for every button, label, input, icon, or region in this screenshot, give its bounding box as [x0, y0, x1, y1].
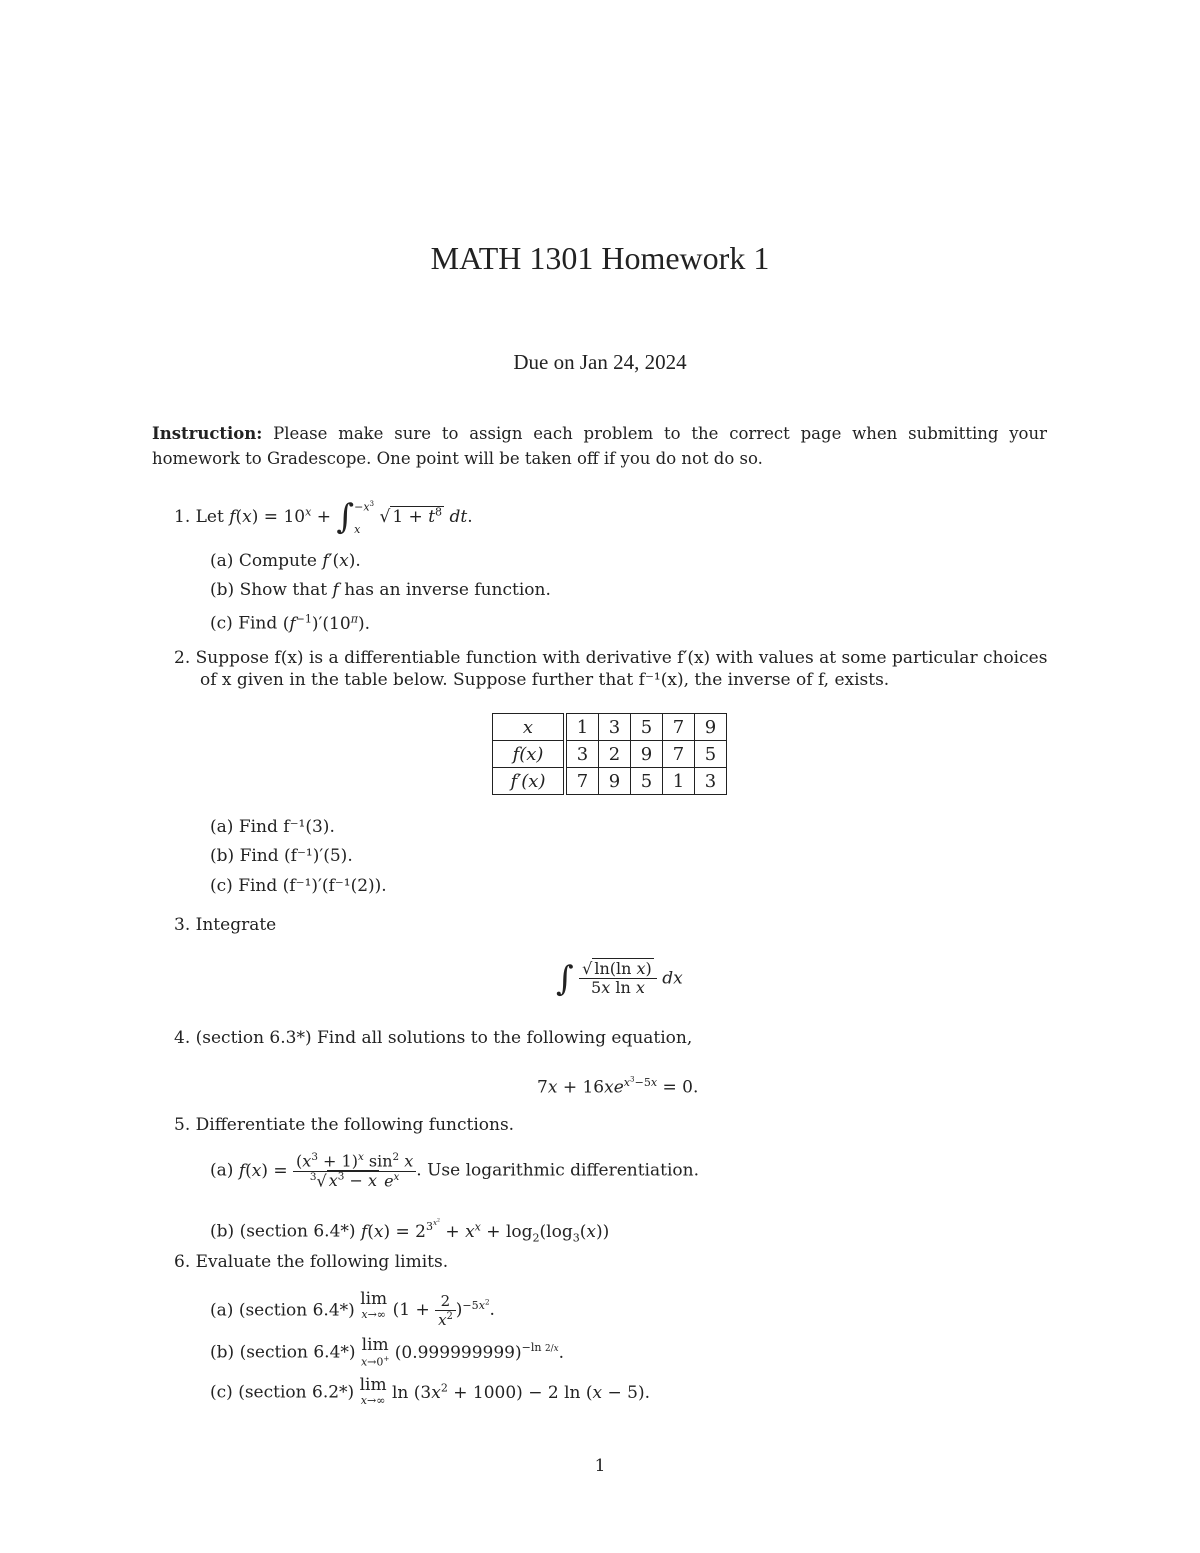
problem-5a-label: (a): [210, 1160, 234, 1181]
page-title: MATH 1301 Homework 1: [430, 240, 770, 276]
problem-5a: [210, 1152, 699, 1190]
problem-5b-math: $f(x) = 2^{3^{x^2}} + x^x + \log_2(\log_3(x))$: [360, 1218, 610, 1245]
problem-4-number: 4.: [174, 1028, 191, 1048]
problem-6b-section: (section 6.4*): [239, 1342, 356, 1363]
problem-1a-text: Compute: [238, 551, 317, 571]
problem-5b: [210, 1211, 609, 1249]
table-cell: 7: [565, 768, 599, 795]
table-row: [493, 741, 727, 768]
problem-1a-label: (a): [210, 551, 234, 571]
problem-3: [174, 914, 276, 936]
problem-6b-label: (b): [210, 1342, 235, 1363]
table-row: [493, 714, 727, 741]
problem-2a-text: Find f⁻¹(3).: [238, 817, 335, 837]
due-date: Due on Jan 24, 2024: [513, 350, 687, 374]
problem-5-number: 5.: [174, 1115, 191, 1135]
problem-1b: [210, 579, 551, 601]
problem-2c-text: Find (f⁻¹)′(f⁻¹(2)).: [238, 876, 387, 896]
problem-2b: [210, 845, 353, 867]
table-row: [493, 768, 727, 795]
problem-6b-math: lim x→0+ $(0.999999999)^{-ln 2/x}$.: [360, 1335, 564, 1369]
problem-6c-math: lim x→∞ $\ln (3x^2 + 1000) - 2$ ln (x − 5).: [359, 1375, 651, 1407]
problem-1b-math: f: [332, 580, 339, 600]
problem-2c: [210, 875, 387, 897]
problem-3-text: Integrate: [195, 915, 277, 935]
problem-6a-math: lim x→∞ (1 + $\frac{2}{x^2}$ )$^{-5x^2}$.: [360, 1289, 495, 1329]
problem-1b-text: Show that: [239, 580, 328, 600]
problem-5b-section: (section 6.4*): [239, 1221, 356, 1242]
table-cell: 5: [695, 741, 727, 768]
values-table: [492, 713, 727, 795]
problem-6a: [210, 1291, 495, 1329]
instruction-label: Instruction:: [152, 424, 263, 443]
table-row-header: f(x): [493, 741, 566, 768]
problem-2b-label: (b): [210, 846, 235, 866]
problem-1b-label: (b): [210, 580, 235, 600]
problem-2c-label: (c): [210, 876, 233, 896]
table-cell: 7: [663, 741, 695, 768]
table-cell: 9: [599, 768, 631, 795]
problem-2a-label: (a): [210, 817, 234, 837]
problem-5: [174, 1114, 514, 1136]
problem-6c: [210, 1377, 650, 1406]
problem-6: [174, 1251, 448, 1273]
page-number: 1: [594, 1456, 606, 1476]
table-cell: 2: [599, 741, 631, 768]
problem-1: [174, 497, 473, 538]
problem-6a-label: (a): [210, 1300, 234, 1321]
table-row-header: f′(x): [493, 768, 566, 795]
problem-1-number: 1.: [174, 506, 191, 527]
problem-2-number: 2.: [174, 648, 191, 668]
problem-3-number: 3.: [174, 915, 191, 935]
table-cell: 3: [695, 768, 727, 795]
problem-6c-label: (c): [210, 1382, 233, 1403]
problem-4: [174, 1027, 692, 1049]
instruction-text: Please make sure to assign each problem to the correct page when submitting your homework to Gradescope. One point will be taken off if you do not do so.: [152, 424, 1047, 468]
problem-2a: [210, 816, 335, 838]
table-cell: 7: [663, 714, 695, 741]
problem-3-integral: ∫ $\frac{\text{√ ln(ln x)}}{\text{5x ln x}}$ dx: [556, 958, 683, 999]
table-cell: 3: [599, 714, 631, 741]
problem-5b-label: (b): [210, 1221, 235, 1242]
problem-6a-section: (section 6.4*): [238, 1300, 355, 1321]
table-cell: 9: [695, 714, 727, 741]
table-cell: 9: [631, 741, 663, 768]
table-cell: 5: [631, 714, 663, 741]
problem-1c: [210, 608, 370, 635]
problem-4-equation: $7x + 16xe^{x^3-5x} = 0$.: [537, 1074, 699, 1098]
table-row-header: x: [493, 714, 566, 741]
instruction-paragraph: [152, 421, 1047, 471]
problem-6-number: 6.: [174, 1252, 191, 1272]
problem-4-text: (section 6.3*) Find all solutions to the following equation,: [195, 1028, 693, 1048]
problem-2-line1: [174, 647, 1047, 669]
problem-1a: [210, 550, 361, 572]
problem-1c-label: (c): [210, 613, 233, 634]
table-cell: 3: [565, 741, 599, 768]
table-cell: 1: [663, 768, 695, 795]
problem-1c-math: $(f^{-1})'(10^\pi)$.: [282, 612, 370, 634]
problem-1-lead: Let: [195, 506, 224, 527]
problem-1-formula: $f(x) = 10^x + \int-x^3$ x √ $1 + t^8$ dt.: [229, 497, 473, 538]
problem-5a-math: f(x) = $\frac{(x^3 + 1)^x \sin^2 x}{^3√ x^3 - x e^x}$: [239, 1161, 416, 1181]
problem-6c-section: (section 6.2*): [238, 1382, 355, 1403]
problem-2-line2: [200, 669, 889, 691]
problem-5-text: Differentiate the following functions.: [195, 1115, 515, 1135]
problem-1b-rest: has an inverse function.: [344, 580, 551, 600]
table-cell: 1: [565, 714, 599, 741]
problem-1a-math: f′(x).: [322, 551, 361, 571]
problem-5a-note: . Use logarithmic differentiation.: [416, 1160, 699, 1181]
problem-2-text-1: Suppose f(x) is a differentiable function with derivative f′(x) with values at some particular choices: [195, 648, 1048, 668]
table-cell: 5: [631, 768, 663, 795]
problem-6b: [210, 1337, 564, 1368]
problem-6-text: Evaluate the following limits.: [195, 1252, 449, 1272]
problem-1c-text: Find: [238, 613, 278, 634]
problem-2-text-2: of x given in the table below. Suppose further that f⁻¹(x), the inverse of f, exists.: [200, 670, 890, 690]
problem-2b-text: Find (f⁻¹)′(5).: [239, 846, 353, 866]
